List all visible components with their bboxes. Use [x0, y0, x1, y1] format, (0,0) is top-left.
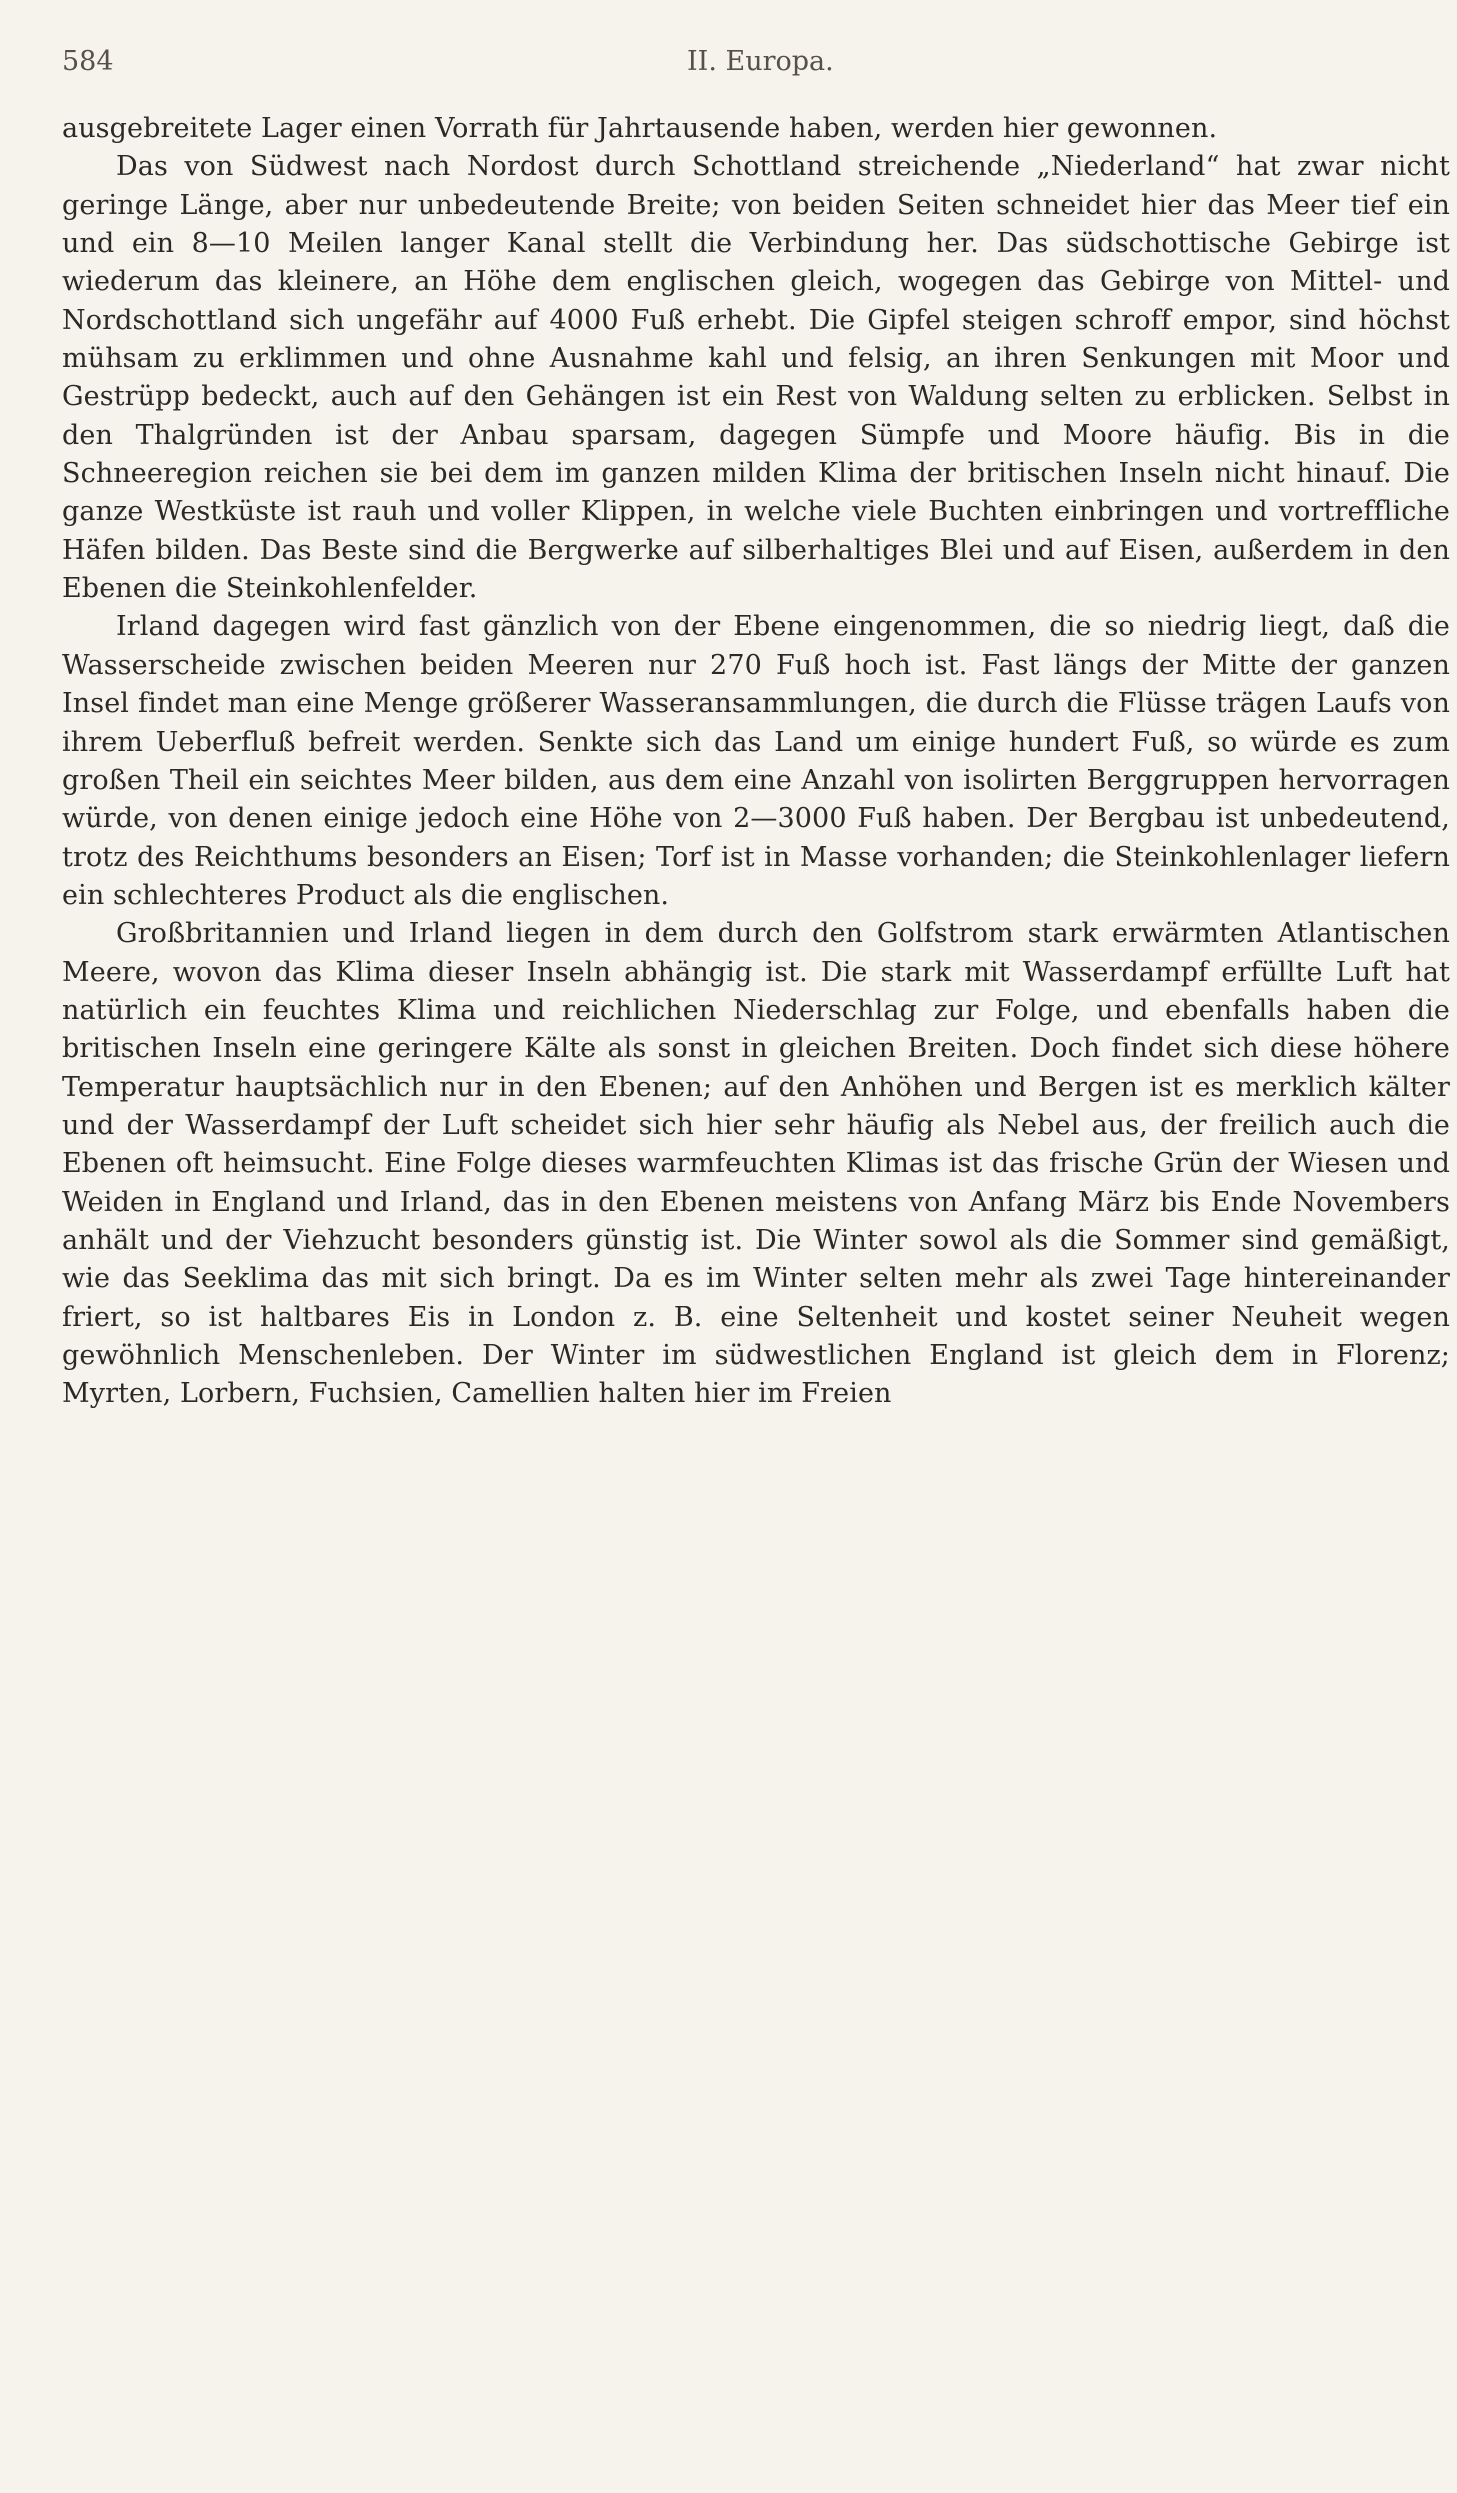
running-title: II. Europa. — [687, 46, 834, 77]
paragraph-continuation: ausgebreitete Lager einen Vorrath für Jahrtausende haben, werden hier gewonnen. — [62, 113, 1218, 144]
paragraph-ireland: Irland dagegen wird fast gänzlich von der Ebene eingenommen, die so niedrig liegt, daß die Wasserscheide zwischen beiden Meeren nur 270 Fuß hoch ist. Fast längs der Mitte der ganzen Insel findet man eine Menge größerer Wasseransammlungen, die durch die Flüsse trägen Laufs von ihrem Ueberfluß befreit werden. Senkte sich das Land um einige hundert Fuß, so würde es zum großen Theil ein seichtes Meer bilden, aus dem eine Anzahl von isolirten Berggruppen hervorragen würde, von denen einige jedoch eine Höhe von 2—3000 Fuß haben. Der Bergbau ist unbedeutend, trotz des Reichthums besonders an Eisen; Torf ist in Masse vorhanden; die Steinkohlenlager liefern ein schlechteres Product als die englischen. — [62, 611, 1450, 911]
paragraph-scotland: Das von Südwest nach Nordost durch Schottland streichende „Niederland“ hat zwar nicht geringe Länge, aber nur unbedeutende Breite; von beiden Seiten schneidet hier das Meer tief ein und ein 8—10 Meilen langer Kanal stellt die Verbindung her. Das südschottische Gebirge ist wiederum das kleinere, an Höhe dem englischen gleich, wogegen das Gebirge von Mittel- und Nordschottland sich ungefähr auf 4000 Fuß erhebt. Die Gipfel steigen schroff empor, sind höchst mühsam zu erklimmen und ohne Ausnahme kahl und felsig, an ihren Senkungen mit Moor und Gestrüpp bedeckt, auch auf den Gehängen ist ein Rest von Waldung selten zu erblicken. Selbst in den Thalgründen ist der Anbau sparsam, dagegen Sümpfe und Moore häufig. Bis in die Schneeregion reichen sie bei dem im ganzen milden Klima der britischen Inseln nicht hinauf. Die ganze Westküste ist rauh und voller Klippen, in welche viele Buchten einbringen und vortreffliche Häfen bilden. Das Beste sind die Bergwerke auf silberhaltiges Blei und auf Eisen, außerdem in den Ebenen die Steinkohlenfelder. — [62, 151, 1450, 605]
text-body — [62, 110, 1450, 1414]
page-header — [62, 46, 1452, 88]
paragraph-climate: Großbritannien und Irland liegen in dem durch den Golfstrom stark erwärmten Atlantischen Meere, wovon das Klima dieser Inseln abhängig ist. Die stark mit Wasserdampf erfüllte Luft hat natürlich ein feuchtes Klima und reichlichen Niederschlag zur Folge, und ebenfalls haben die britischen Inseln eine geringere Kälte als sonst in gleichen Breiten. Doch findet sich diese höhere Temperatur hauptsächlich nur in den Ebenen; auf den Anhöhen und Bergen ist es merklich kälter und der Wasserdampf der Luft scheidet sich hier sehr häufig als Nebel aus, der freilich auch die Ebenen oft heimsucht. Eine Folge dieses warmfeuchten Klimas ist das frische Grün der Wiesen und Weiden in England und Irland, das in den Ebenen meistens von Anfang März bis Ende Novembers anhält und der Viehzucht besonders günstig ist. Die Winter sowol als die Sommer sind gemäßigt, wie das Seeklima das mit sich bringt. Da es im Winter selten mehr als zwei Tage hintereinander friert, so ist haltbares Eis in London z. B. eine Seltenheit und kostet seiner Neuheit wegen gewöhnlich Menschenleben. Der Winter im südwestlichen England ist gleich dem in Florenz; Myrten, Lorbern, Fuchsien, Camellien halten hier im Freien — [62, 918, 1450, 1410]
page-number: 584 — [62, 46, 114, 77]
